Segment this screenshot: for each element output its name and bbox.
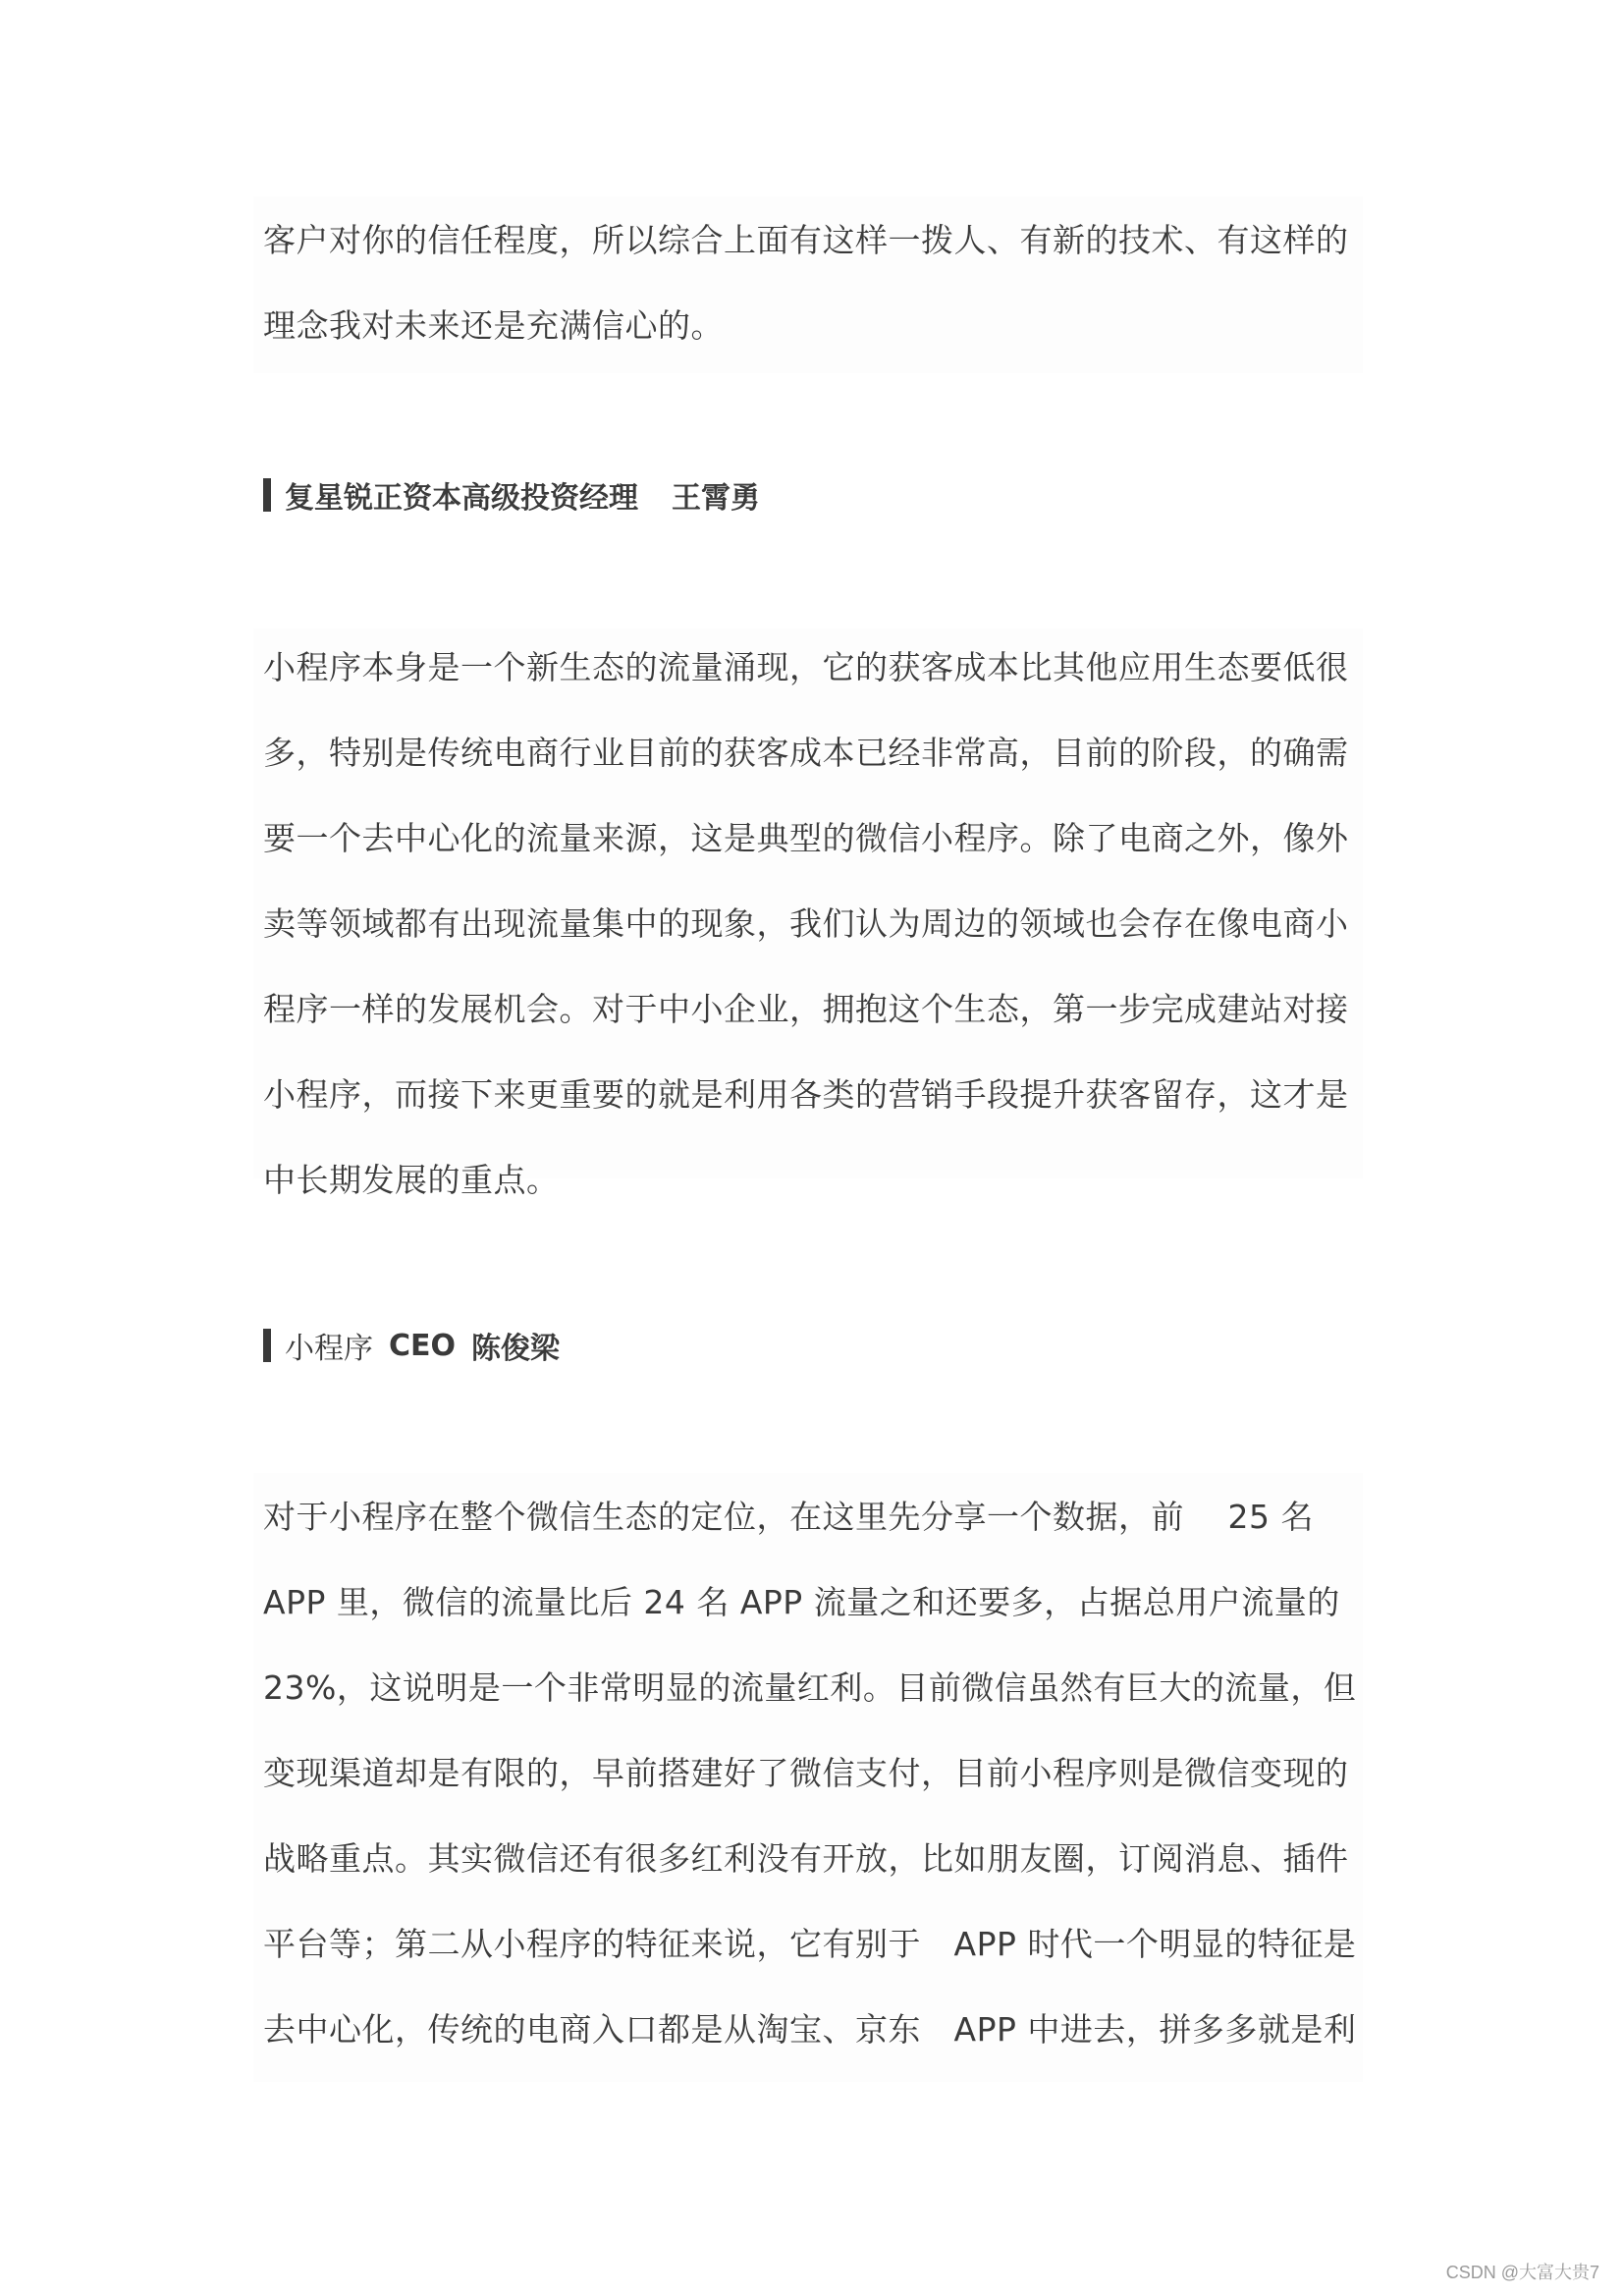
paragraph-line: 平台等；第二从小程序的特征来说，它有别于 APP 时代一个明显的特征是 xyxy=(263,1925,1357,1963)
heading-title: 复星锐正资本高级投资经理 xyxy=(285,481,638,516)
paragraph-line: 卖等领域都有出现流量集中的现象，我们认为周边的领域也会存在像电商小 xyxy=(263,904,1349,943)
paragraph-line: 客户对你的信任程度，所以综合上面有这样一拨人、有新的技术、有这样的 xyxy=(263,221,1349,259)
paragraph-line: 中长期发展的重点。 xyxy=(263,1161,560,1199)
watermark: CSDN @大富大贵7 xyxy=(1445,2263,1599,2282)
paragraph-line: 战略重点。其实微信还有很多红利没有开放，比如朋友圈，订阅消息、插件 xyxy=(263,1839,1349,1878)
paragraph-line: 去中心化，传统的电商入口都是从淘宝、京东 APP 中进去，拼多多就是利 xyxy=(263,2010,1357,2049)
heading-prefix: 小程序 xyxy=(285,1332,373,1366)
paragraph-line: 小程序本身是一个新生态的流量涌现，它的获客成本比其他应用生态要低很 xyxy=(263,648,1349,686)
paragraph-line: 23%，这说明是一个非常明显的流量红利。目前微信虽然有巨大的流量，但 xyxy=(263,1668,1357,1707)
paragraph-3 xyxy=(263,1488,1357,2086)
heading-role: CEO xyxy=(389,1328,457,1363)
heading-person-name: 陈俊梁 xyxy=(471,1332,561,1366)
heading-bar-icon xyxy=(263,1329,271,1362)
paragraph-1 xyxy=(263,211,1353,382)
section-heading-2 xyxy=(263,1326,560,1365)
section-heading-1 xyxy=(263,475,760,515)
paragraph-line: 对于小程序在整个微信生态的定位，在这里先分享一个数据，前 25 名 xyxy=(263,1498,1314,1536)
paragraph-line: 要一个去中心化的流量来源，这是典型的微信小程序。除了电商之外，像外 xyxy=(263,819,1349,857)
heading-person-name: 王霄勇 xyxy=(672,481,760,516)
paragraph-line: 变现渠道却是有限的，早前搭建好了微信支付，目前小程序则是微信变现的 xyxy=(263,1754,1349,1792)
paragraph-line: 多，特别是传统电商行业目前的获客成本已经非常高，目前的阶段，的确需 xyxy=(263,734,1349,772)
paragraph-line: 小程序，而接下来更重要的就是利用各类的营销手段提升获客留存，这才是 xyxy=(263,1075,1349,1114)
paragraph-line: 程序一样的发展机会。对于中小企业，拥抱这个生态，第一步完成建站对接 xyxy=(263,990,1349,1028)
paragraph-2 xyxy=(263,638,1353,1236)
heading-bar-icon xyxy=(263,478,271,512)
paragraph-line: APP 里，微信的流量比后 24 名 APP 流量之和还要多，占据总用户流量的 xyxy=(263,1583,1340,1621)
paragraph-line: 理念我对未来还是充满信心的。 xyxy=(263,306,724,345)
